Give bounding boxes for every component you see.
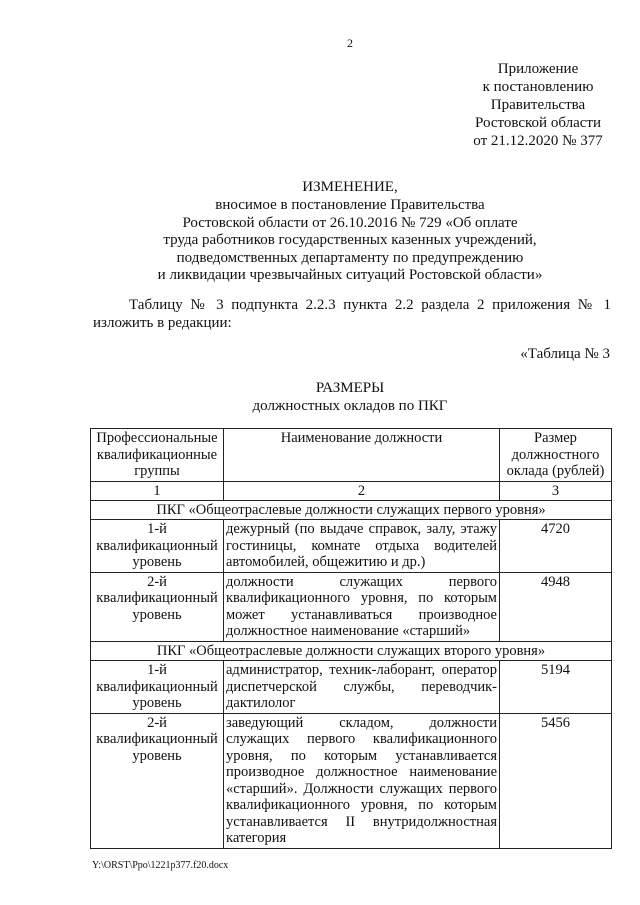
change-line: и ликвидации чрезвычайных ситуаций Ростовской области»	[157, 267, 543, 283]
salary-cell: 4948	[500, 572, 612, 641]
position-cell: дежурный (по выдаче справок, залу, этажу гостиницы, комнате отдыха водителей автомобилей, общежитию и др.)	[224, 520, 500, 573]
salary-cell: 5194	[500, 661, 612, 714]
column-number-row	[91, 481, 612, 500]
change-line: вносимое в постановление Правительства	[215, 197, 485, 213]
appendix-line: Ростовской области	[475, 115, 601, 131]
level-cell: 2-й квалификационный уровень	[91, 572, 224, 641]
column-number: 2	[224, 481, 500, 500]
position-cell: администратор, техник-лаборант, оператор диспетчерской службы, переводчик-дактилолог	[224, 661, 500, 714]
group-row	[91, 500, 612, 520]
sizes-title: РАЗМЕРЫ	[315, 380, 385, 396]
header-groups: Профессиональные квалификационные группы	[91, 429, 224, 482]
header-position: Наименование должности	[224, 429, 500, 482]
change-line: Ростовской области от 26.10.2016 № 729 «Об оплате	[182, 214, 518, 231]
file-path-footer: Y:\ORST\Ppo\1221p377.f20.docx	[92, 860, 229, 871]
position-cell: должности служащих первого квалификационного уровня, по которым может устанавливаться производное должностное наименование «старший»	[224, 572, 500, 641]
appendix-block	[448, 60, 628, 150]
level-cell: 2-й квалификационный уровень	[91, 713, 224, 848]
column-number: 1	[91, 481, 224, 500]
change-line: подведомственных департаменту по предупреждению	[176, 249, 524, 266]
column-number: 3	[500, 481, 612, 500]
change-title: ИЗМЕНЕНИЕ,	[302, 179, 398, 195]
salary-table	[90, 428, 612, 849]
level-cell: 1-й квалификационный уровень	[91, 520, 224, 573]
appendix-line: от 21.12.2020 № 377	[473, 133, 603, 149]
header-salary: Размер должностного оклада (рублей)	[500, 429, 612, 482]
appendix-line: к постановлению	[482, 79, 594, 95]
appendix-line: Правительства	[490, 97, 586, 113]
table-label: «Таблица № 3	[520, 346, 610, 362]
table-header-row	[91, 429, 612, 482]
sizes-subtitle: должностных окладов по ПКГ	[252, 398, 448, 414]
position-cell: заведующий складом, должности служащих первого квалификационного уровня, по которым устанавливается производное должностное наименование «старший». Должности служащих первого квалификационного уровня, по которым устанавливается II внутридолжностная категория	[224, 713, 500, 848]
salary-cell: 5456	[500, 713, 612, 848]
table-row	[91, 520, 612, 573]
change-line: труда работников государственных казенных учреждений,	[163, 232, 537, 248]
table-row	[91, 713, 612, 848]
appendix-line: Приложение	[497, 61, 579, 77]
group-row	[91, 641, 612, 661]
group-name: ПКГ «Общеотраслевые должности служащих второго уровня»	[91, 641, 612, 661]
instruction-paragraph: Таблицу № 3 подпункта 2.2.3 пункта 2.2 раздела 2 приложения № 1 изложить в редакции:	[93, 297, 611, 331]
table-row	[91, 661, 612, 714]
level-cell: 1-й квалификационный уровень	[91, 661, 224, 714]
group-name: ПКГ «Общеотраслевые должности служащих первого уровня»	[91, 500, 612, 520]
table-row	[91, 572, 612, 641]
change-description	[90, 197, 610, 285]
salary-cell: 4720	[500, 520, 612, 573]
page-number: 2	[347, 36, 353, 50]
